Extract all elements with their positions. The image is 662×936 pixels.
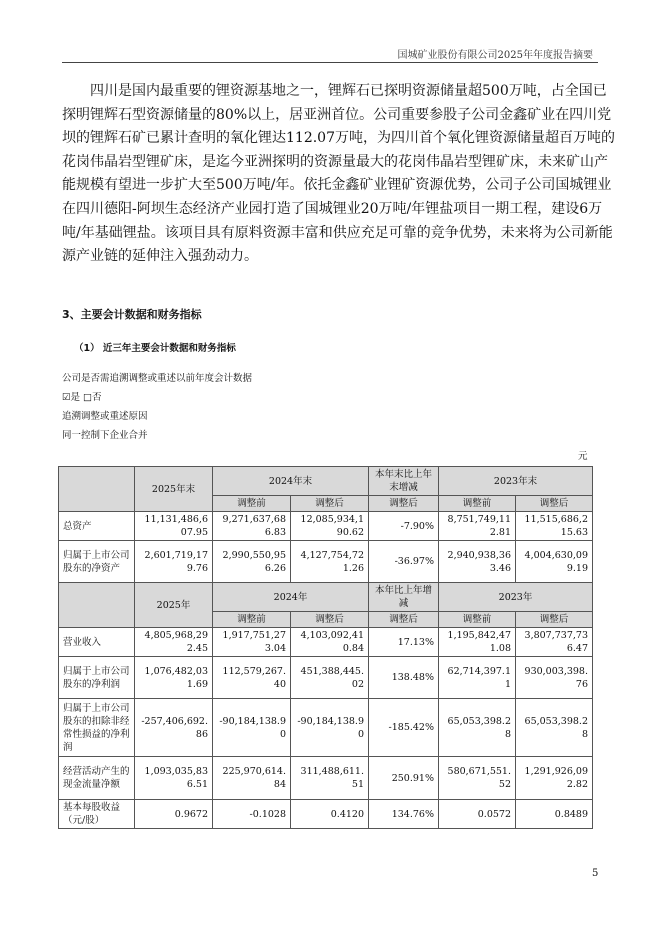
- cell-value: -90,184,138.90: [291, 699, 369, 757]
- row-label: 归属于上市公司股东的扣除非经常性损益的净利润: [59, 699, 135, 757]
- cell-value: 138.48%: [369, 657, 439, 699]
- paragraph-line: 源产业链的延伸注入强劲动力。: [62, 248, 258, 265]
- col-subheader: 调整前: [213, 496, 291, 512]
- cell-value: 4,103,092,410.84: [291, 628, 369, 657]
- body-paragraph: [62, 80, 615, 269]
- cell-value: 2,601,719,179.76: [135, 541, 213, 583]
- subsection-title: （1） 近三年主要会计数据和财务指标: [74, 343, 236, 354]
- row-label: 经营活动产生的现金流量净额: [59, 757, 135, 800]
- col-subheader: 调整后: [291, 496, 369, 512]
- table-row: [59, 541, 593, 583]
- paragraph-line: 坝的锂辉石矿已累计查明的氧化锂达112.07万吨，为四川首个氧化锂资源储量超百万吨的: [62, 130, 615, 147]
- paragraph-line: 在四川德阳-阿坝生态经济产业园打造了国城锂业20万吨/年锂盐项目一期工程，建设6万: [62, 200, 603, 217]
- cell-value: 580,671,551.52: [439, 757, 516, 800]
- restatement-question: 公司是否需追溯调整或重述以前年度会计数据: [62, 373, 253, 384]
- cell-value: -7.90%: [369, 512, 439, 541]
- col-header: 2025年末: [135, 467, 213, 512]
- col-header: 2024年末: [213, 467, 369, 496]
- cell-value: 225,970,614.84: [213, 757, 291, 800]
- restatement-reason-label: 追溯调整或重述原因: [62, 411, 148, 422]
- cell-value: 12,085,934,190.62: [291, 512, 369, 541]
- cell-value: 1,917,751,273.04: [213, 628, 291, 657]
- col-subheader: 调整后: [369, 612, 439, 628]
- cell-value: 451,388,445.02: [291, 657, 369, 699]
- table-corner: [59, 467, 135, 512]
- cell-value: 2,940,938,363.46: [439, 541, 516, 583]
- table-row: [59, 699, 593, 757]
- cell-value: 1,093,035,836.51: [135, 757, 213, 800]
- page-header-title: 国城矿业股份有限公司2025年年度报告摘要: [397, 50, 593, 61]
- row-label: 营业收入: [59, 628, 135, 657]
- paragraph-line: 能规模有望进一步扩大至500万吨/年。依托金鑫矿业锂矿资源优势，公司子公司国城锂业: [62, 177, 612, 194]
- cell-value: 11,131,486,607.95: [135, 512, 213, 541]
- cell-value: 2,990,550,956.26: [213, 541, 291, 583]
- cell-value: 17.13%: [369, 628, 439, 657]
- cell-value: 1,195,842,471.08: [439, 628, 516, 657]
- table-row: [59, 657, 593, 699]
- col-header: 2025年: [135, 583, 213, 628]
- cell-value: 65,053,398.28: [516, 699, 593, 757]
- cell-value: 311,488,611.51: [291, 757, 369, 800]
- row-label: 基本每股收益（元/股）: [59, 800, 135, 829]
- paragraph-line: 花岗伟晶岩型锂矿床，是迄今亚洲探明的资源量最大的花岗伟晶岩型锂矿床，未来矿山产: [62, 153, 608, 170]
- restatement-reason: 同一控制下企业合并: [62, 430, 148, 441]
- table-row: [59, 800, 593, 829]
- col-subheader: 调整前: [439, 496, 516, 512]
- cell-value: 930,003,398.76: [516, 657, 593, 699]
- cell-value: 62,714,397.11: [439, 657, 516, 699]
- col-header: 2024年: [213, 583, 369, 612]
- table-row: [59, 757, 593, 800]
- section-title: 3、主要会计数据和财务指标: [62, 308, 202, 321]
- col-header: 本年末比上年末增减: [369, 467, 439, 496]
- cell-value: 4,127,754,721.26: [291, 541, 369, 583]
- cell-value: 4,805,968,292.45: [135, 628, 213, 657]
- cell-value: 1,076,482,031.69: [135, 657, 213, 699]
- paragraph-line: 四川是国内最重要的锂资源基地之一，锂辉石已探明资源储量超500万吨，占全国已: [62, 83, 607, 99]
- cell-value: 4,004,630,099.19: [516, 541, 593, 583]
- cell-value: 9,271,637,686.83: [213, 512, 291, 541]
- cell-value: 3,807,737,736.47: [516, 628, 593, 657]
- page-number: 5: [592, 868, 599, 879]
- cell-value: 134.76%: [369, 800, 439, 829]
- col-subheader: 调整前: [439, 612, 516, 628]
- cell-value: -185.42%: [369, 699, 439, 757]
- cell-value: 65,053,398.28: [439, 699, 516, 757]
- row-label: 归属于上市公司股东的净利润: [59, 657, 135, 699]
- paragraph-line: 探明锂辉石型资源储量的80%以上，居亚洲首位。公司重要参股子公司金鑫矿业在四川党: [62, 106, 612, 123]
- paragraph-line: 吨/年基础锂盐。该项目具有原料资源丰富和供应充足可靠的竞争优势，未来将为公司新能: [62, 224, 613, 241]
- restatement-answer: ☑是 □否: [62, 392, 102, 403]
- header-divider: [62, 62, 598, 63]
- col-subheader: 调整后: [291, 612, 369, 628]
- cell-value: -36.97%: [369, 541, 439, 583]
- cell-value: 1,291,926,092.82: [516, 757, 593, 800]
- col-subheader: 调整后: [516, 612, 593, 628]
- cell-value: 250.91%: [369, 757, 439, 800]
- cell-value: 11,515,686,215.63: [516, 512, 593, 541]
- currency-unit: 元: [578, 451, 588, 462]
- financial-data-table: [58, 466, 593, 829]
- row-label: 归属于上市公司股东的净资产: [59, 541, 135, 583]
- col-subheader: 调整后: [516, 496, 593, 512]
- cell-value: 0.0572: [439, 800, 516, 829]
- cell-value: 0.9672: [135, 800, 213, 829]
- table-row: [59, 628, 593, 657]
- cell-value: 0.4120: [291, 800, 369, 829]
- col-header: 2023年: [439, 583, 593, 612]
- col-subheader: 调整前: [213, 612, 291, 628]
- cell-value: 8,751,749,112.81: [439, 512, 516, 541]
- cell-value: 0.8489: [516, 800, 593, 829]
- table-corner: [59, 583, 135, 628]
- col-header: 2023年末: [439, 467, 593, 496]
- cell-value: -0.1028: [213, 800, 291, 829]
- cell-value: -90,184,138.90: [213, 699, 291, 757]
- col-header: 本年比上年增减: [369, 583, 439, 612]
- table-row: [59, 512, 593, 541]
- col-subheader: 调整后: [369, 496, 439, 512]
- cell-value: -257,406,692.86: [135, 699, 213, 757]
- cell-value: 112,579,267.40: [213, 657, 291, 699]
- row-label: 总资产: [59, 512, 135, 541]
